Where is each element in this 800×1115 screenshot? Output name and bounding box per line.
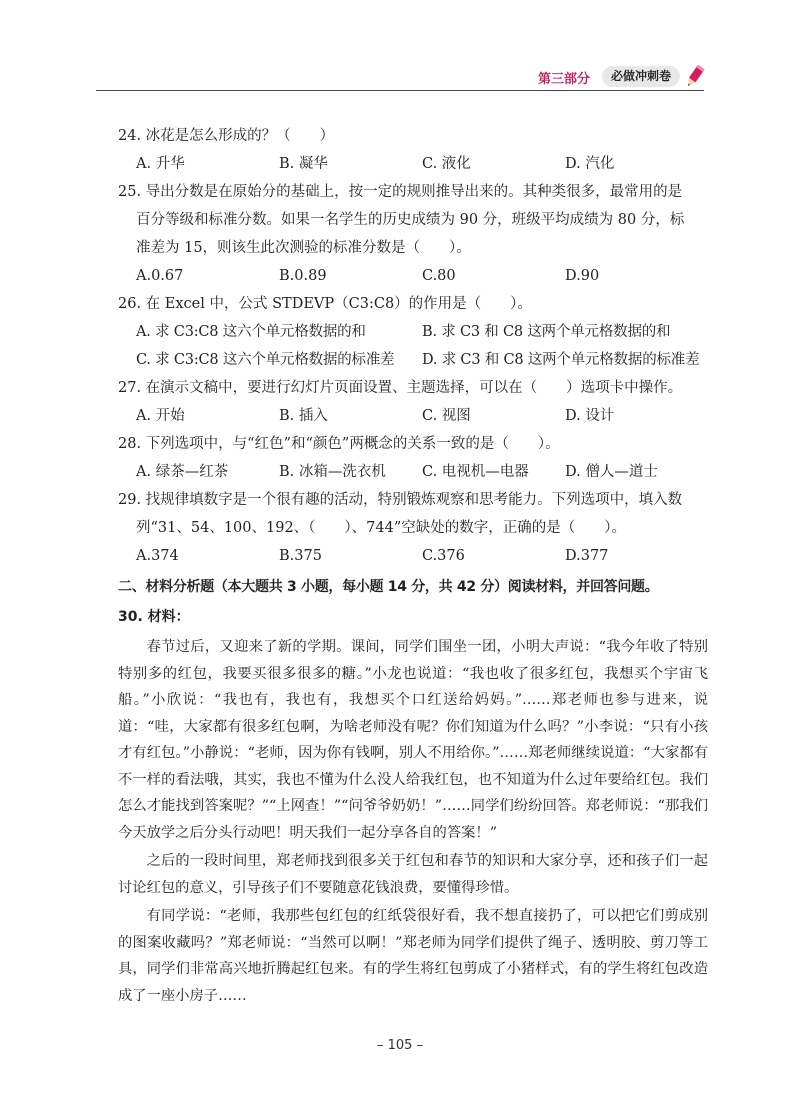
option-d: D. 设计	[565, 408, 615, 424]
page-content	[118, 122, 708, 1009]
question-stem: 28. 下列选项中，与“红色”和“颜色”两概念的关系一致的是（ ）。	[118, 436, 560, 452]
question-stem: 27. 在演示文稿中，要进行幻灯片页面设置、主题选择，可以在（ ）选项卡中操作。	[118, 380, 683, 396]
option-b: B. 求 C3 和 C8 这两个单元格数据的和	[422, 324, 671, 340]
question-24	[118, 122, 708, 178]
option-d: D. 僧人—道士	[565, 464, 658, 480]
material-paragraph: 之后的一段时间里，郑老师找到很多关于红包和春节的知识和大家分享，还和孩子们一起讨论红包的意义，引导孩子们不要随意花钱浪费，要懂得珍惜。	[118, 853, 708, 896]
option-c: C. 视图	[422, 408, 471, 424]
option-c: C. 求 C3:C8 这六个单元格数据的标准差	[136, 352, 395, 368]
page-number: – 105 –	[376, 1038, 424, 1053]
options-row	[118, 150, 708, 178]
question-stem: 29. 找规律填数字是一个很有趣的活动，特别锻炼观察和思考能力。下列选项中，填入数	[118, 492, 683, 508]
page-header	[0, 0, 800, 100]
question-25	[118, 178, 708, 290]
question-27	[118, 374, 708, 430]
question-stem: 25. 导出分数是在原始分的基础上，按一定的规则推导出来的。其种类很多，最常用的是	[118, 184, 683, 200]
option-a: A.374	[136, 548, 179, 564]
options-row	[118, 458, 708, 486]
option-c: C.376	[422, 548, 465, 564]
options-row	[118, 346, 708, 374]
option-d: D. 求 C3 和 C8 这两个单元格数据的标准差	[422, 352, 700, 368]
option-d: D. 汽化	[565, 156, 615, 172]
section-heading: 二、材料分析题（本大题共 3 小题，每小题 14 分，共 42 分）阅读材料，并回答问题。	[118, 579, 659, 595]
options-row	[118, 402, 708, 430]
question-stem-continued: 准差为 15，则该生此次测验的标准分数是（ ）。	[136, 240, 471, 256]
header-divider	[96, 90, 704, 91]
material-title: 30. 材料：	[118, 609, 190, 625]
option-a: A.0.67	[136, 268, 184, 284]
question-stem-continued: 列“31、54、100、192、（ ）、744”空缺处的数字，正确的是（ ）。	[136, 520, 627, 536]
options-row	[118, 262, 708, 290]
question-28	[118, 430, 708, 486]
options-row	[118, 542, 708, 570]
option-d: D.377	[565, 548, 609, 564]
question-26	[118, 290, 708, 374]
pencil-icon	[684, 63, 706, 89]
option-b: B.0.89	[279, 268, 327, 284]
option-b: B. 插入	[279, 408, 328, 424]
header-part-label: 第三部分	[538, 72, 591, 87]
option-c: C. 电视机—电器	[422, 464, 529, 480]
option-a: A. 升华	[136, 156, 185, 172]
question-stem-continued: 百分等级和标准分数。如果一名学生的历史成绩为 90 分，班级平均成绩为 80 分，标	[136, 212, 685, 228]
header-section-pill: 必做冲刺卷	[602, 66, 680, 87]
option-b: B. 冰箱—洗衣机	[279, 464, 386, 480]
options-row	[118, 318, 708, 346]
question-stem: 26. 在 Excel 中，公式 STDEVP（C3:C8）的作用是（ ）。	[118, 296, 532, 312]
option-c: C. 液化	[422, 156, 471, 172]
option-b: B. 凝华	[279, 156, 328, 172]
option-a: A. 求 C3:C8 这六个单元格数据的和	[136, 324, 366, 340]
option-a: A. 绿茶—红茶	[136, 464, 229, 480]
material-paragraph: 有同学说：“老师，我那些包红包的红纸袋很好看，我不想直接扔了，可以把它们剪成别的图案收藏吗？”郑老师说：“当然可以啊！”郑老师为同学们提供了绳子、透明胶、剪刀等工具，同学们非常高兴地折腾起红包来。有的学生将红包剪成了小猪样式，有的学生将红包改造成了一座小房子……	[118, 908, 708, 1004]
option-a: A. 开始	[136, 408, 185, 424]
question-29	[118, 486, 708, 570]
option-b: B.375	[279, 548, 322, 564]
option-d: D.90	[565, 268, 600, 284]
option-c: C.80	[422, 268, 456, 284]
question-stem: 24. 冰花是怎么形成的？（ ）	[118, 128, 335, 144]
material-paragraph: 春节过后，又迎来了新的学期。课间，同学们围坐一团，小明大声说：“我今年收了特别特别多的红包，我要买很多很多的糖。”小龙也说道：“我也收了很多红包，我想买个宇宙飞船。”小欣说：“我也有，我也有，我想买个口红送给妈妈。”……郑老师也参与进来，说道：“哇，大家都有很多红包啊，为啥老师没有呢？你们知道为什么吗？”小李说：“只有小孩才有红包。”小静说：“老师，因为你有钱啊，别人不用给你。”……郑老师继续说道：“大家都有不一样的看法哦，其实，我也不懂为什么没人给我红包，也不知道为什么过年要给红包。我们怎么才能找到答案呢？”“上网查！”“问爷爷奶奶！”……同学们纷纷回答。郑老师说：“那我们今天放学之后分头行动吧！明天我们一起分享各自的答案！”	[118, 639, 708, 841]
